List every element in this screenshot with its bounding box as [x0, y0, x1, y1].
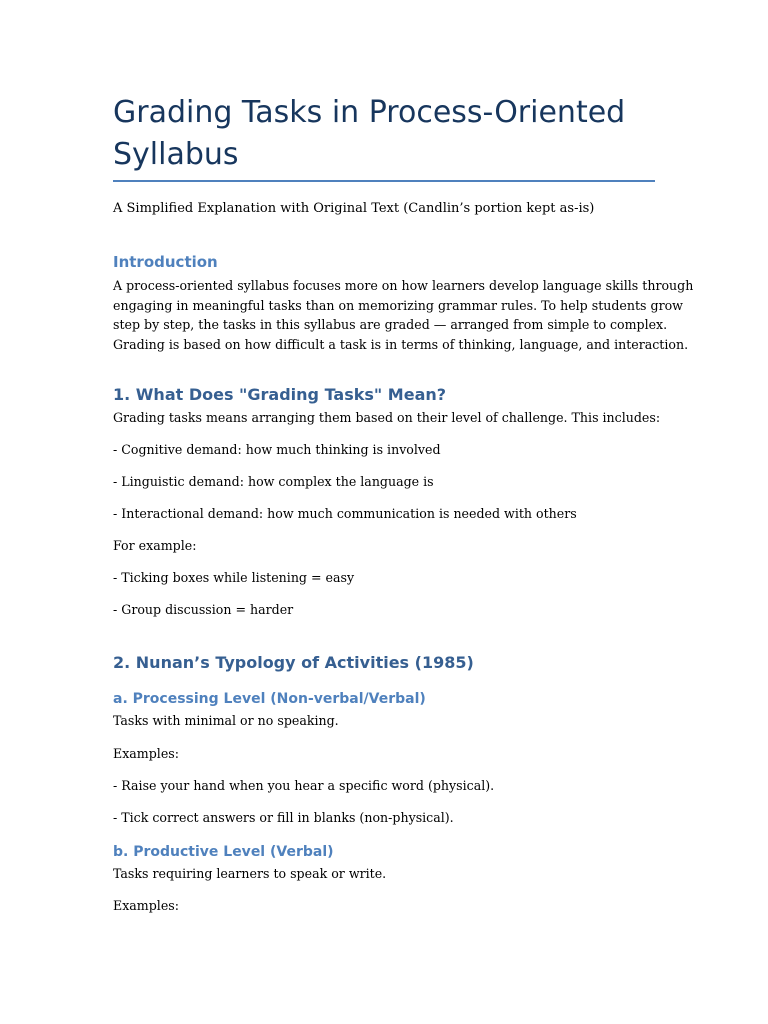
- list-item: - Raise your hand when you hear a specific word (physical).: [113, 778, 495, 793]
- document-subtitle: A Simplified Explanation with Original Text (Candlin’s portion kept as-is): [113, 201, 595, 216]
- list-item: - Ticking boxes while listening = easy: [113, 570, 355, 585]
- paragraph-line: step by step, the tasks in this syllabus are graded — arranged from simple to complex.: [113, 317, 668, 332]
- section1-heading: 1. What Does "Grading Tasks" Mean?: [113, 385, 447, 404]
- paragraph-line: A process-oriented syllabus focuses more on how learners develop language skills through: [113, 278, 694, 293]
- introduction-heading: Introduction: [113, 253, 218, 271]
- examples-label: Examples:: [113, 898, 179, 913]
- subsection-a-text: Tasks with minimal or no speaking.: [113, 713, 339, 728]
- list-item: - Tick correct answers or fill in blanks (non-physical).: [113, 810, 454, 825]
- subsection-b-text: Tasks requiring learners to speak or write.: [113, 866, 387, 881]
- subsection-a-heading: a. Processing Level (Non-verbal/Verbal): [113, 691, 426, 707]
- introduction-paragraph: [113, 276, 693, 354]
- paragraph-line: engaging in meaningful tasks than on memorizing grammar rules. To help students grow: [113, 297, 683, 313]
- list-item: - Linguistic demand: how complex the language is: [113, 474, 434, 489]
- list-item: - Cognitive demand: how much thinking is involved: [113, 442, 441, 457]
- section1-intro: Grading tasks means arranging them based on their level of challenge. This includes:: [113, 410, 661, 425]
- title-underline: [113, 180, 655, 182]
- list-item: - Group discussion = harder: [113, 602, 294, 617]
- section2-heading: 2. Nunan’s Typology of Activities (1985): [113, 653, 474, 672]
- list-item: - Interactional demand: how much communication is needed with others: [113, 506, 577, 521]
- subsection-b-heading: b. Productive Level (Verbal): [113, 844, 334, 860]
- paragraph-line: Grading is based on how difficult a task is in terms of thinking, language, and interaction.: [113, 336, 689, 352]
- example-label: For example:: [113, 538, 197, 553]
- document-title: Grading Tasks in Process-Oriented Syllabus: [113, 95, 626, 172]
- examples-label: Examples:: [113, 746, 179, 761]
